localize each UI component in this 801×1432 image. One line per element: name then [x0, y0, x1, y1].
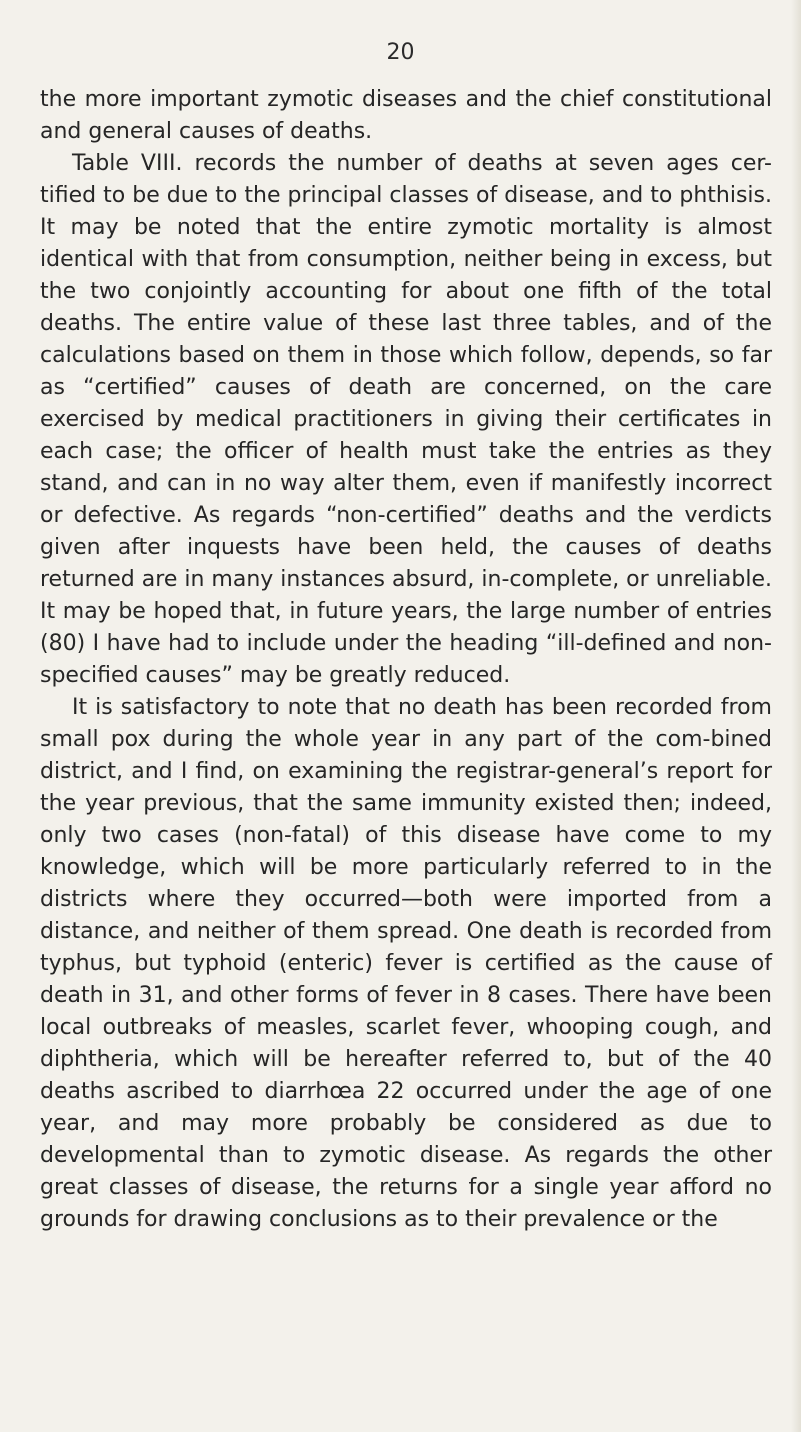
- page-edge: [791, 0, 801, 1432]
- body-text: [40, 84, 772, 1236]
- paragraph-small-pox: It is satisfactory to note that no death has been recorded from small pox during the whole year in any part of the com-bined district, and I find, on examining the registrar-general’s report for the year previous, that the same immunity existed then; indeed, only two cases (non-fatal) of this disease have come to my knowledge, which will be more particularly referred to in the districts where they occurred—both were imported from a distance, and neither of them spread. One death is recorded from typhus, but typhoid (enteric) fever is certified as the cause of death in 31, and other forms of fever in 8 cases. There have been local outbreaks of measles, scarlet fever, whooping cough, and diphtheria, which will be hereafter referred to, but of the 40 deaths ascribed to diarrhœa 22 occurred under the age of one year, and may more probably be considered as due to developmental than to zymotic disease. As regards the other great classes of disease, the returns for a single year afford no grounds for drawing conclusions as to their prevalence or the: [40, 695, 772, 1232]
- page-number: 20: [386, 40, 415, 65]
- paragraph-continuation: the more important zymotic diseases and the chief constitutional and general causes of deaths.: [40, 87, 772, 144]
- paragraph-table-viii: Table VIII. records the number of deaths at seven ages cer-tified to be due to the principal classes of disease, and to phthisis. It may be noted that the entire zymotic mortality is almost identical with that from consumption, neither being in excess, but the two conjointly accounting for about one fifth of the total deaths. The entire value of these last three tables, and of the calculations based on them in those which follow, depends, so far as “certified” causes of death are concerned, on the care exercised by medical practitioners in giving their certificates in each case; the officer of health must take the entries as they stand, and can in no way alter them, even if manifestly incorrect or defective. As regards “non-certified” deaths and the verdicts given after inquests have been held, the causes of deaths returned are in many instances absurd, in-complete, or unreliable. It may be hoped that, in future years, the large number of entries (80) I have had to include under the heading “ill-defined and non-specified causes” may be greatly reduced.: [40, 151, 772, 688]
